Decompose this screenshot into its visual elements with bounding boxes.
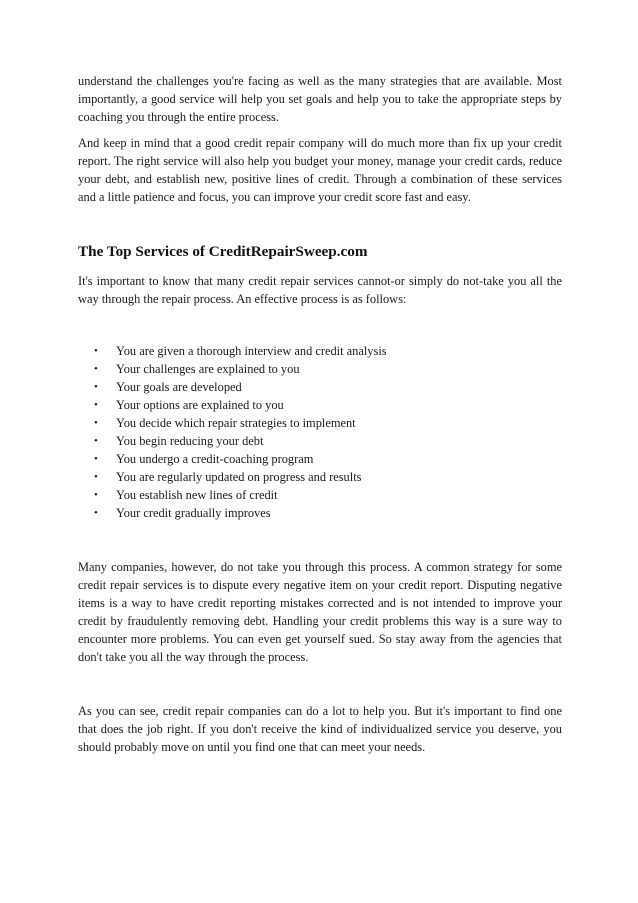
list-item-text: You undergo a credit-coaching program [116, 452, 314, 466]
list-item-text: Your goals are developed [116, 380, 242, 394]
paragraph-keep-in-mind: And keep in mind that a good credit repair company will do much more than fix up your credit report. The right service will also help you budget your money, manage your credit cards, reduce your debt, and establish new, positive lines of credit. Through a combination of these services and a little patience and focus, you can improve your credit score fast and easy. [78, 136, 562, 204]
list-item [94, 378, 562, 396]
document-page [78, 72, 562, 756]
list-item-text: You begin reducing your debt [116, 434, 264, 448]
list-item [94, 468, 562, 486]
list-item [94, 342, 562, 360]
bullet-icon: • [94, 399, 98, 411]
list-item-text: You are given a thorough interview and credit analysis [116, 344, 387, 358]
bullet-icon: • [94, 363, 98, 375]
paragraph-intro-continued: understand the challenges you're facing as well as the many strategies that are available. Most importantly, a good service will help you set goals and help you to take the appropriate steps by coaching you through the entire process. [78, 74, 562, 124]
bullet-icon: • [94, 489, 98, 501]
list-item-text: You are regularly updated on progress and results [116, 470, 362, 484]
process-list [78, 342, 562, 522]
bullet-icon: • [94, 345, 98, 357]
list-item [94, 432, 562, 450]
bullet-icon: • [94, 435, 98, 447]
bullet-icon: • [94, 507, 98, 519]
bullet-icon: • [94, 471, 98, 483]
list-item [94, 396, 562, 414]
list-item-text: Your options are explained to you [116, 398, 284, 412]
paragraph-conclusion: As you can see, credit repair companies can do a lot to help you. But it's important to find one that does the job right. If you don't receive the kind of individualized service you deserve, you should probably move on until you find one that can meet your needs. [78, 704, 562, 754]
list-item [94, 360, 562, 378]
list-item [94, 450, 562, 468]
list-item [94, 486, 562, 504]
bullet-icon: • [94, 417, 98, 429]
list-item-text: Your credit gradually improves [116, 506, 271, 520]
list-item-text: Your challenges are explained to you [116, 362, 300, 376]
list-item [94, 414, 562, 432]
bullet-icon: • [94, 381, 98, 393]
paragraph-many-companies: Many companies, however, do not take you through this process. A common strategy for some credit repair services is to dispute every negative item on your credit report. Disputing negative items is a way to have credit reporting mistakes corrected and is not intended to improve your credit by fraudulently removing debt. Handling your credit problems this way is a sure way to encounter more problems. You can even get yourself sued. So stay away from the agencies that don't take you all the way through the process. [78, 560, 562, 664]
bullet-icon: • [94, 453, 98, 465]
section-heading: The Top Services of CreditRepairSweep.com [78, 243, 368, 260]
list-item-text: You establish new lines of credit [116, 488, 278, 502]
paragraph-section-intro: It's important to know that many credit repair services cannot-or simply do not-take you all the way through the repair process. An effective process is as follows: [78, 274, 562, 306]
list-item-text: You decide which repair strategies to implement [116, 416, 356, 430]
list-item [94, 504, 562, 522]
